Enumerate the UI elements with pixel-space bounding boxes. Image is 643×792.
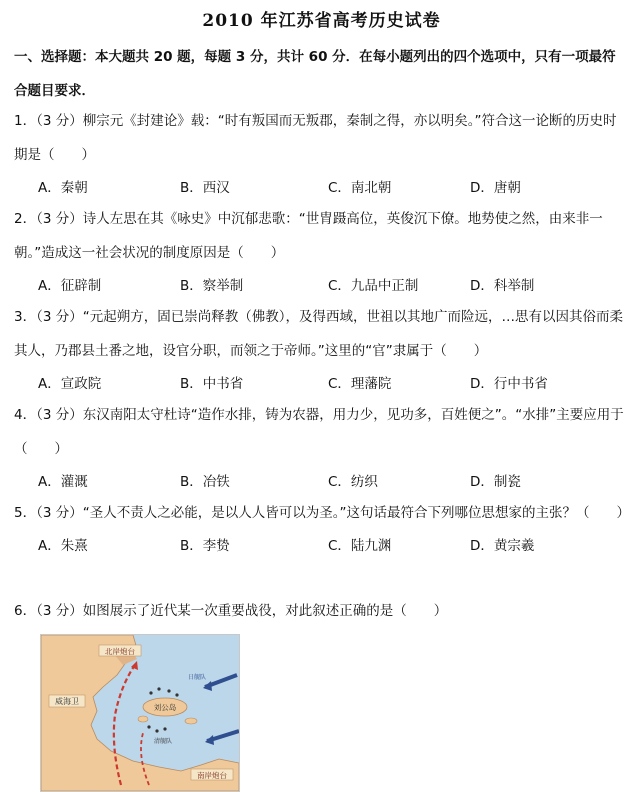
options-row	[14, 466, 626, 496]
question-5	[14, 496, 630, 560]
question-2	[14, 202, 626, 300]
question-3	[14, 300, 626, 398]
question-6	[14, 594, 626, 628]
option-a[interactable]: A．朱熹	[38, 538, 88, 554]
option-d[interactable]: D．唐朝	[470, 180, 521, 196]
option-c[interactable]: C．理藩院	[328, 376, 392, 392]
section-heading: 一、选择题：本大题共 20 题，每题 3 分，共计 60 分．在每小题列出的四个选项中，只有一项最符合题目要求．	[14, 49, 616, 99]
question-text: 6．（3 分）如图展示了近代某一次重要战役，对此叙述正确的是（ ）	[14, 603, 448, 619]
options-row	[14, 270, 626, 300]
option-c[interactable]: C．纺织	[328, 474, 378, 490]
question-text: 2．（3 分）诗人左思在其《咏史》中沉郁悲歌：“世胄蹑高位，英俊沉下僚。地势使之然，由来非一朝。”造成这一社会状况的制度原因是（ ）	[14, 211, 603, 261]
option-d[interactable]: D．制瓷	[470, 474, 521, 490]
question-text: 4．（3 分）东汉南阳太守杜诗“造作水排，铸为农器，用力少，见功多，百姓便之”。“水排”主要应用于（ ）	[14, 407, 624, 457]
option-b[interactable]: B．冶铁	[180, 474, 230, 490]
options-row	[14, 368, 626, 398]
option-a[interactable]: A．征辟制	[38, 278, 102, 294]
question-text: 5．（3 分）“圣人不责人之必能，是以人人皆可以为圣。”这句话最符合下列哪位思想家的主张？（ ）	[14, 505, 630, 521]
option-d[interactable]: D．科举制	[470, 278, 535, 294]
north-fort-label: 北岸炮台	[105, 647, 135, 656]
battle-map-figure	[40, 634, 240, 792]
option-b[interactable]: B．察举制	[180, 278, 244, 294]
option-c[interactable]: C．南北朝	[328, 180, 392, 196]
weihaiwei-label: 威海卫	[55, 697, 79, 706]
option-c[interactable]: C．陆九渊	[328, 538, 392, 554]
option-d[interactable]: D．行中书省	[470, 376, 548, 392]
options-row	[14, 172, 626, 202]
option-a[interactable]: A．秦朝	[38, 180, 88, 196]
option-c[interactable]: C．九品中正制	[328, 278, 419, 294]
option-b[interactable]: B．李贽	[180, 538, 230, 554]
islet-1	[138, 716, 148, 722]
question-text: 3．（3 分）“元起朔方，固已崇尚释教（佛教），及得西域，世祖以其地广而险远，…思有以因其俗而柔其人，乃郡县土番之地，设官分职，而领之于帝师。”这里的“官”隶属于（ ）	[14, 309, 623, 359]
liugong-label: 刘公岛	[153, 703, 177, 712]
option-a[interactable]: A．宣政院	[38, 376, 102, 392]
option-b[interactable]: B．中书省	[180, 376, 244, 392]
options-row	[14, 530, 626, 560]
islet-2	[185, 718, 197, 724]
south-fort-label: 南岸炮台	[197, 771, 227, 780]
qing-fleet-label: 清舰队	[153, 738, 173, 745]
option-d[interactable]: D．黄宗羲	[470, 538, 535, 554]
question-1	[14, 104, 626, 202]
option-a[interactable]: A．灌溉	[38, 474, 88, 490]
battle-map-svg	[41, 635, 239, 791]
page-title: 2010 年江苏省高考历史试卷	[202, 11, 441, 31]
option-b[interactable]: B．西汉	[180, 180, 230, 196]
japan-fleet-label: 日舰队	[187, 674, 207, 681]
question-4	[14, 398, 626, 496]
question-text: 1．（3 分）柳宗元《封建论》载：“时有叛国而无叛郡，秦制之得，亦以明矣。”符合这一论断的历史时期是（ ）	[14, 113, 617, 163]
